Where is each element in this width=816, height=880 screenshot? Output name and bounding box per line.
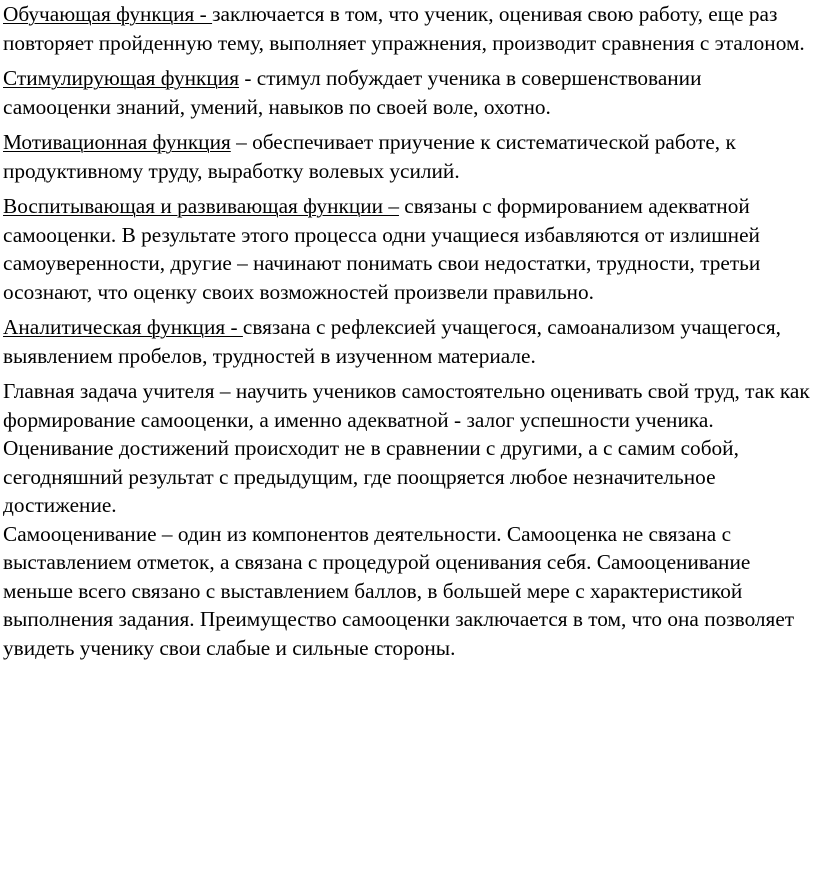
paragraph-assessment: Оценивание достижений происходит не в сравнении с другими, а с самим собой, сегодняшний результат с предыдущим, где поощряется любое незначительное достижение. (3, 436, 739, 517)
paragraph-educational-function (3, 192, 811, 306)
paragraph-text: - стимул побуждает ученика в совершенствовании самооценки знаний, умений, навыков по своей воле, охотно. (3, 66, 702, 119)
term-stimulating-function: Стимулирующая функция (3, 66, 239, 90)
term-educational-function: Воспитывающая и развивающая функции – (3, 194, 399, 218)
term-teaching-function: Обучающая функция - (3, 2, 213, 26)
paragraph-text: – обеспечивает приучение к систематической работе, к продуктивному труду, выработку волевых усилий. (3, 130, 736, 183)
term-analytical-function: Аналитическая функция - (3, 315, 243, 339)
paragraph-self-assessment: Самооценивание – один из компонентов деятельности. Самооценка не связана с выставлением отметок, а связана с процедурой оценивания себя. Самооценивание меньше всего связано с выставлением баллов, в большей мере с характеристикой выполнения задания. Преимущество самооценки заключается в том, что она позволяет увидеть ученику свои слабые и сильные стороны. (3, 521, 795, 660)
paragraph-main-task: Главная задача учителя – научить учеников самостоятельно оценивать свой труд, так как формирование самооценки, а именно адекватной - залог успешности ученика. (3, 379, 810, 432)
paragraph-analytical-function (3, 313, 811, 370)
paragraph-text: заключается в том, что ученик, оценивая свою работу, еще раз повторяет пройденную тему, выполняет упражнения, производит сравнения с эталоном. (3, 2, 805, 55)
document-body (3, 0, 811, 662)
paragraph-stimulating-function (3, 64, 811, 121)
term-motivational-function: Мотивационная функция (3, 130, 231, 154)
paragraph-teaching-function (3, 0, 811, 57)
paragraph-text: связаны с формированием адекватной самооценки. В результате этого процесса одни учащиеся избавляются от излишней самоуверенности, другие – начинают понимать свои недостатки, трудности, третьи осознают, что оценку своих возможностей произвели правильно. (3, 194, 761, 304)
paragraph-motivational-function (3, 128, 811, 185)
paragraph-text: связана с рефлексией учащегося, самоанализом учащегося, выявлением пробелов, трудностей в изученном материале. (3, 315, 781, 368)
